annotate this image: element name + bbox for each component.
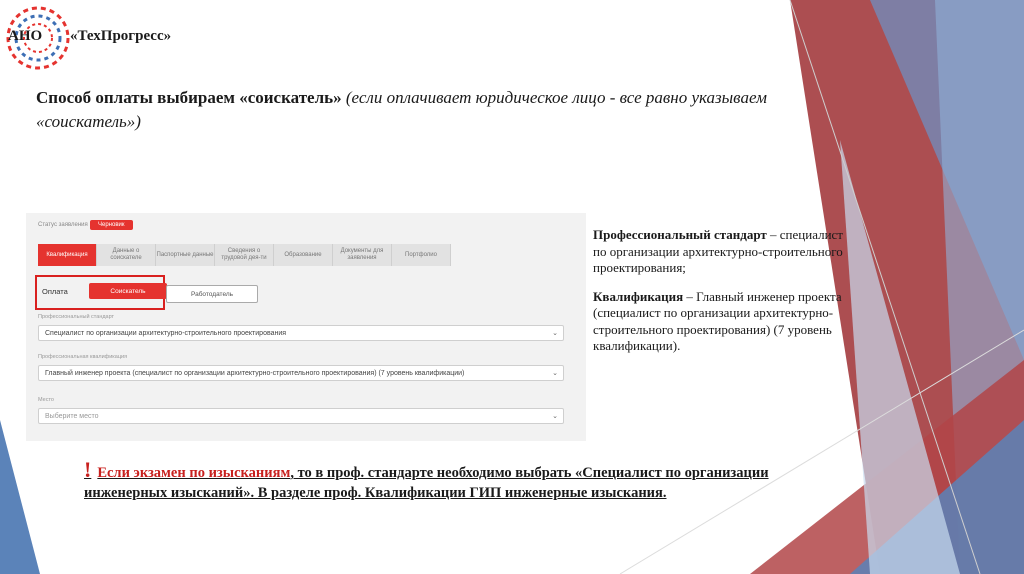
- tab-applicant-data[interactable]: Данные о соискателе: [97, 244, 156, 266]
- place-label: Место: [38, 397, 54, 403]
- note-condition: Если экзамен по изысканиям: [97, 465, 291, 481]
- note-instruction: , то в проф. стандарте необходимо выбрать «Специалист по организации инженерных изысканий». В разделе проф. Квалификации ГИП инженерные изыскания.: [84, 465, 769, 501]
- qualification-text: – Главный инженер проекта (специалист по организации архитектурно-строительного проектирования) (7 уровень квалификации).: [593, 288, 842, 353]
- standard-select[interactable]: [38, 325, 564, 341]
- chevron-down-icon: ⌄: [552, 413, 558, 420]
- standard-title: Профессиональный стандарт: [593, 227, 767, 242]
- place-placeholder: Выберите место: [45, 412, 99, 420]
- tab-work-activity[interactable]: Сведения о трудовой дея-ти: [215, 244, 274, 266]
- place-select[interactable]: [38, 408, 564, 424]
- payment-highlight: [35, 275, 165, 310]
- status-badge: Черновик: [90, 220, 133, 230]
- standard-paragraph: [593, 227, 843, 277]
- tab-portfolio[interactable]: Портфолио: [392, 244, 451, 266]
- survey-note: [84, 457, 784, 503]
- heading-bold: Способ оплаты выбираем «соискатель»: [36, 88, 342, 107]
- chevron-down-icon: ⌄: [552, 330, 558, 337]
- standard-text: – специалист по организации архитектурно-строительного проектирования;: [593, 227, 843, 275]
- exclamation-mark: !: [84, 457, 92, 482]
- standard-value: Специалист по организации архитектурно-строительного проектирования: [45, 329, 287, 337]
- qualification-title: Квалификация: [593, 288, 684, 304]
- qualification-label: Профессиональная квалификация: [38, 354, 128, 360]
- qualification-value: Главный инженер проекта (специалист по организации архитектурно-строительного проектирования) (7 уровень квалификации): [45, 369, 465, 377]
- explanation-text: [593, 227, 843, 367]
- status-label: Статус заявления: [38, 222, 88, 228]
- page-heading: [36, 86, 796, 134]
- application-screenshot: [26, 213, 586, 441]
- standard-label: Профессиональный стандарт: [38, 314, 115, 320]
- payment-employer-button[interactable]: Работодатель: [166, 285, 258, 303]
- tab-qualification[interactable]: Квалификация: [38, 244, 97, 266]
- payment-label: Оплата: [42, 287, 68, 296]
- heading-italic: (если оплачивает юридическое лицо - все равно указываем «соискатель»): [36, 88, 767, 131]
- tab-education[interactable]: Образование: [274, 244, 333, 266]
- payment-applicant-button[interactable]: Соискатель: [89, 283, 167, 299]
- tab-documents[interactable]: Документы для заявления: [333, 244, 392, 266]
- qualification-paragraph: [593, 289, 843, 355]
- tab-bar: [38, 244, 451, 266]
- tab-passport[interactable]: Паспортные данные: [156, 244, 215, 266]
- org-name: «ТехПрогресс»: [70, 28, 172, 44]
- chevron-down-icon: ⌄: [552, 370, 558, 377]
- org-abbr: АНО: [8, 28, 43, 44]
- qualification-select[interactable]: [38, 365, 564, 381]
